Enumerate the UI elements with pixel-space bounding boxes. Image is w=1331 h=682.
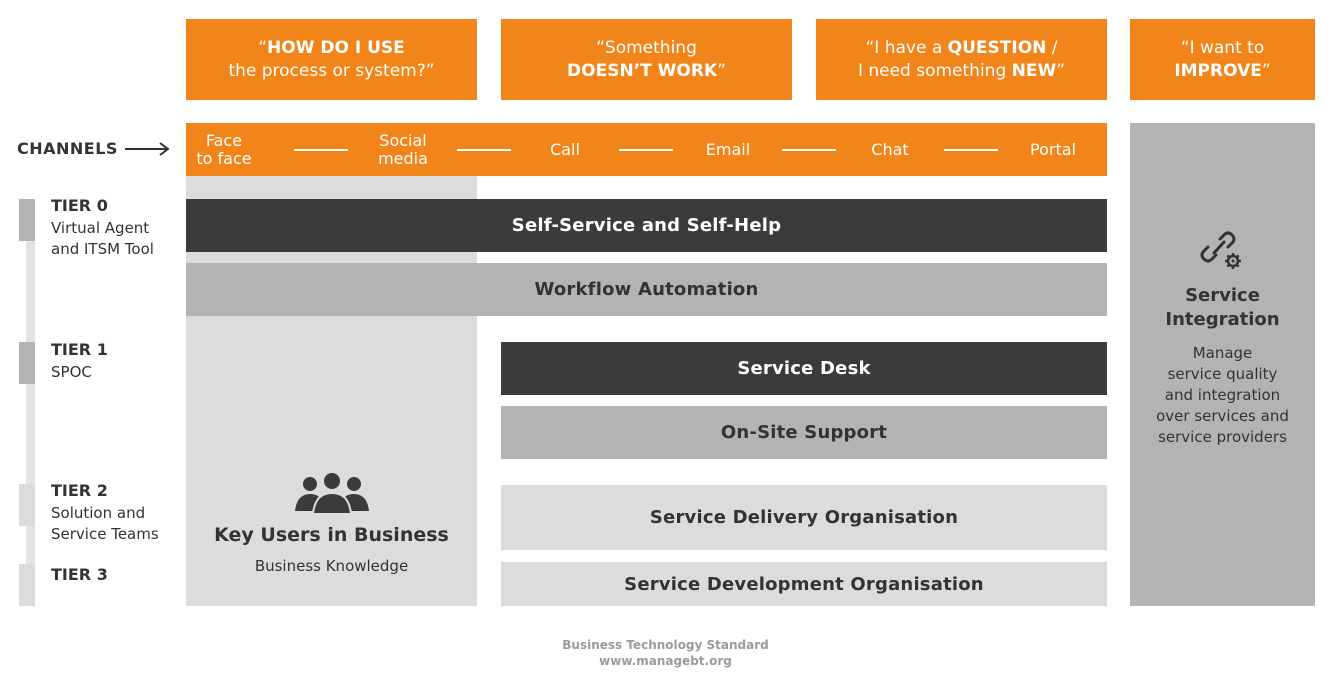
channel-separator [782,149,836,151]
service-desk-bar: Service Desk [501,342,1107,395]
tier-2-title: TIER 2 [51,481,108,500]
channel-call: Call [550,139,580,159]
tier-2-marker [19,484,35,526]
channel-face-to-face: Face to face [196,130,252,168]
channel-separator [457,149,511,151]
channel-social-media: Social media [378,130,428,168]
request-box-how-to-use: “HOW DO I USE the process or system?” [186,19,477,100]
channel-email: Email [705,139,751,159]
channel-separator [294,149,348,151]
channels-label: CHANNELS [17,139,118,158]
on-site-support-bar: On-Site Support [501,406,1107,459]
request-box-doesnt-work: “Something DOESN’T WORK” [501,19,792,100]
request-box-improve: “I want to IMPROVE” [1130,19,1315,100]
footer-title: Business Technology Standard [562,638,769,652]
right-arrow-icon [125,140,171,158]
tier-1-description: SPOC [51,363,92,381]
tier-0-marker [19,199,35,241]
footer-url: www.managebt.org [599,654,732,668]
service-integration-description: Manage service quality and integration over services and service providers [1156,344,1289,446]
service-development-bar: Service Development Organisation [501,562,1107,606]
self-service-bar: Self-Service and Self-Help [186,199,1107,252]
workflow-automation-bar: Workflow Automation [186,263,1107,316]
tier-1-marker [19,342,35,384]
request-box-question-new: “I have a QUESTION / I need something NEW” [816,19,1107,100]
key-users-title: Key Users in Business [214,524,449,546]
tier-rail-track [26,199,35,606]
service-delivery-bar: Service Delivery Organisation [501,485,1107,550]
link-gear-icon [1200,229,1246,273]
channel-separator [944,149,998,151]
footer [0,637,1331,669]
service-integration-title: Service Integration [1165,285,1280,330]
channel-chat: Chat [871,139,909,159]
tier-2-description: Solution and Service Teams [51,504,159,543]
tier-3-marker [19,564,35,606]
key-users-subtitle: Business Knowledge [254,557,409,575]
tier-3-title: TIER 3 [51,565,108,584]
tier-1-title: TIER 1 [51,340,108,359]
channel-separator [619,149,673,151]
tier-0-title: TIER 0 [51,196,108,215]
channel-portal: Portal [1030,139,1076,159]
tier-0-description: Virtual Agent and ITSM Tool [51,219,154,258]
users-group-icon [293,471,371,515]
